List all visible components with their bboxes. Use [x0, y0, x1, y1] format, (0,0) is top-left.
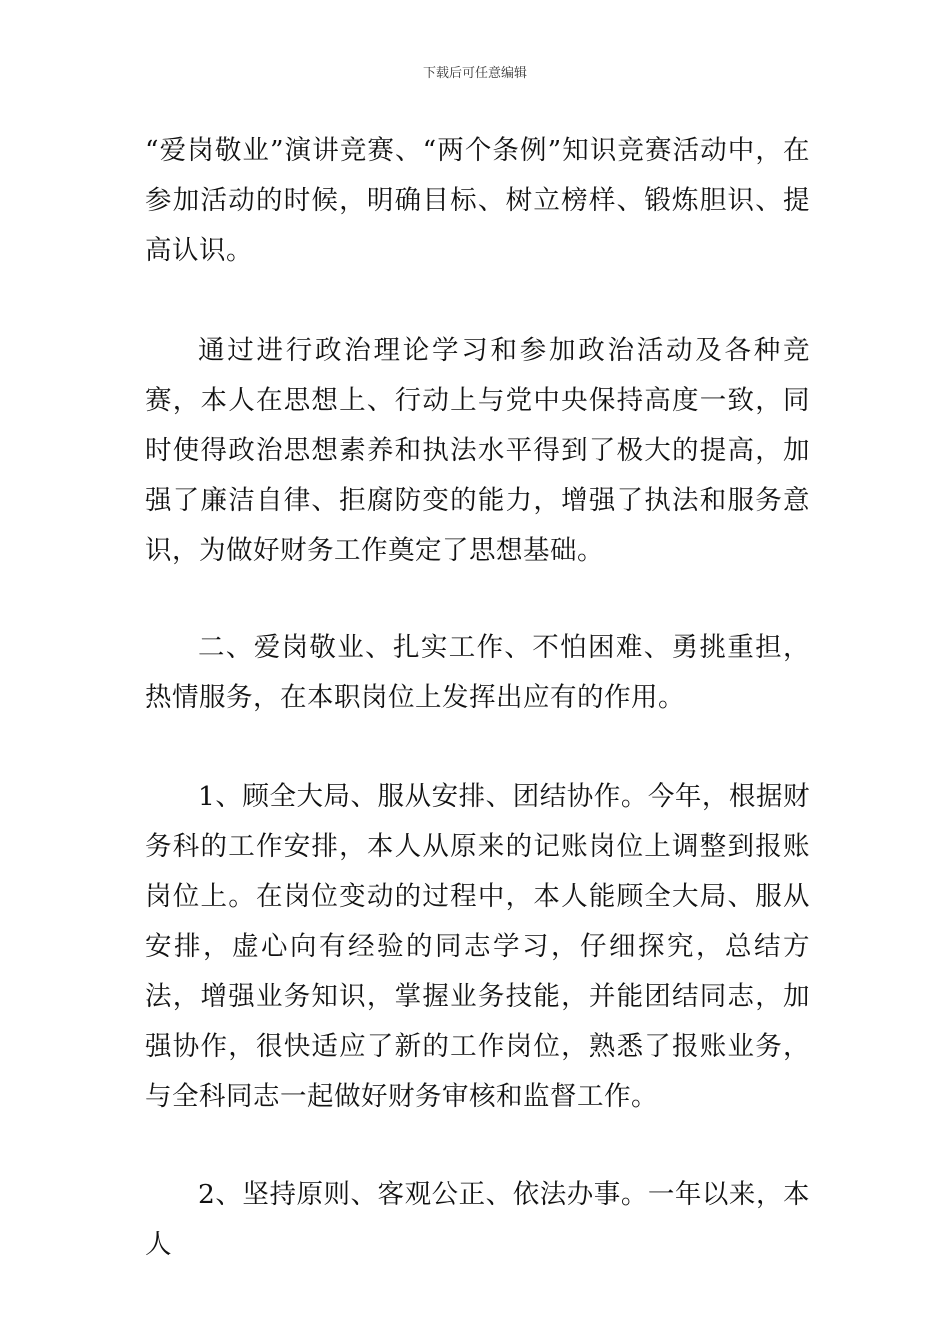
- paragraph-5: 2、坚持原则、客观公正、依法办事。一年以来，本人: [145, 1179, 810, 1260]
- paragraph-4: 1、顾全大局、服从安排、团结协作。今年，根据财务科的工作安排，本人从原来的记账岗位上调整到报账岗位上。在岗位变动的过程中，本人能顾全大局、服从安排，虚心向有经验的同志学习，仔细探究，总结方法，增强业务知识，掌握业务技能，并能团结同志，加强协作，很快适应了新的工作岗位，熟悉了报账业务，与全科同志一起做好财务审核和监督工作。: [145, 781, 810, 1112]
- paragraph-3-section-heading: 二、爱岗敬业、扎实工作、不怕困难、勇挑重担，热情服务，在本职岗位上发挥出应有的作用。: [145, 632, 810, 713]
- paragraph-1: “爱岗敬业”演讲竞赛、“两个条例”知识竞赛活动中，在参加活动的时候，明确目标、树立榜样、锻炼胆识、提高认识。: [145, 135, 810, 266]
- page-header-note: 下载后可任意编辑: [422, 66, 527, 81]
- paragraph-2: 通过进行政治理论学习和参加政治活动及各种竞赛，本人在思想上、行动上与党中央保持高度一致，同时使得政治思想素养和执法水平得到了极大的提高，加强了廉洁自律、拒腐防变的能力，增强了执法和服务意识，为做好财务工作奠定了思想基础。: [145, 335, 810, 566]
